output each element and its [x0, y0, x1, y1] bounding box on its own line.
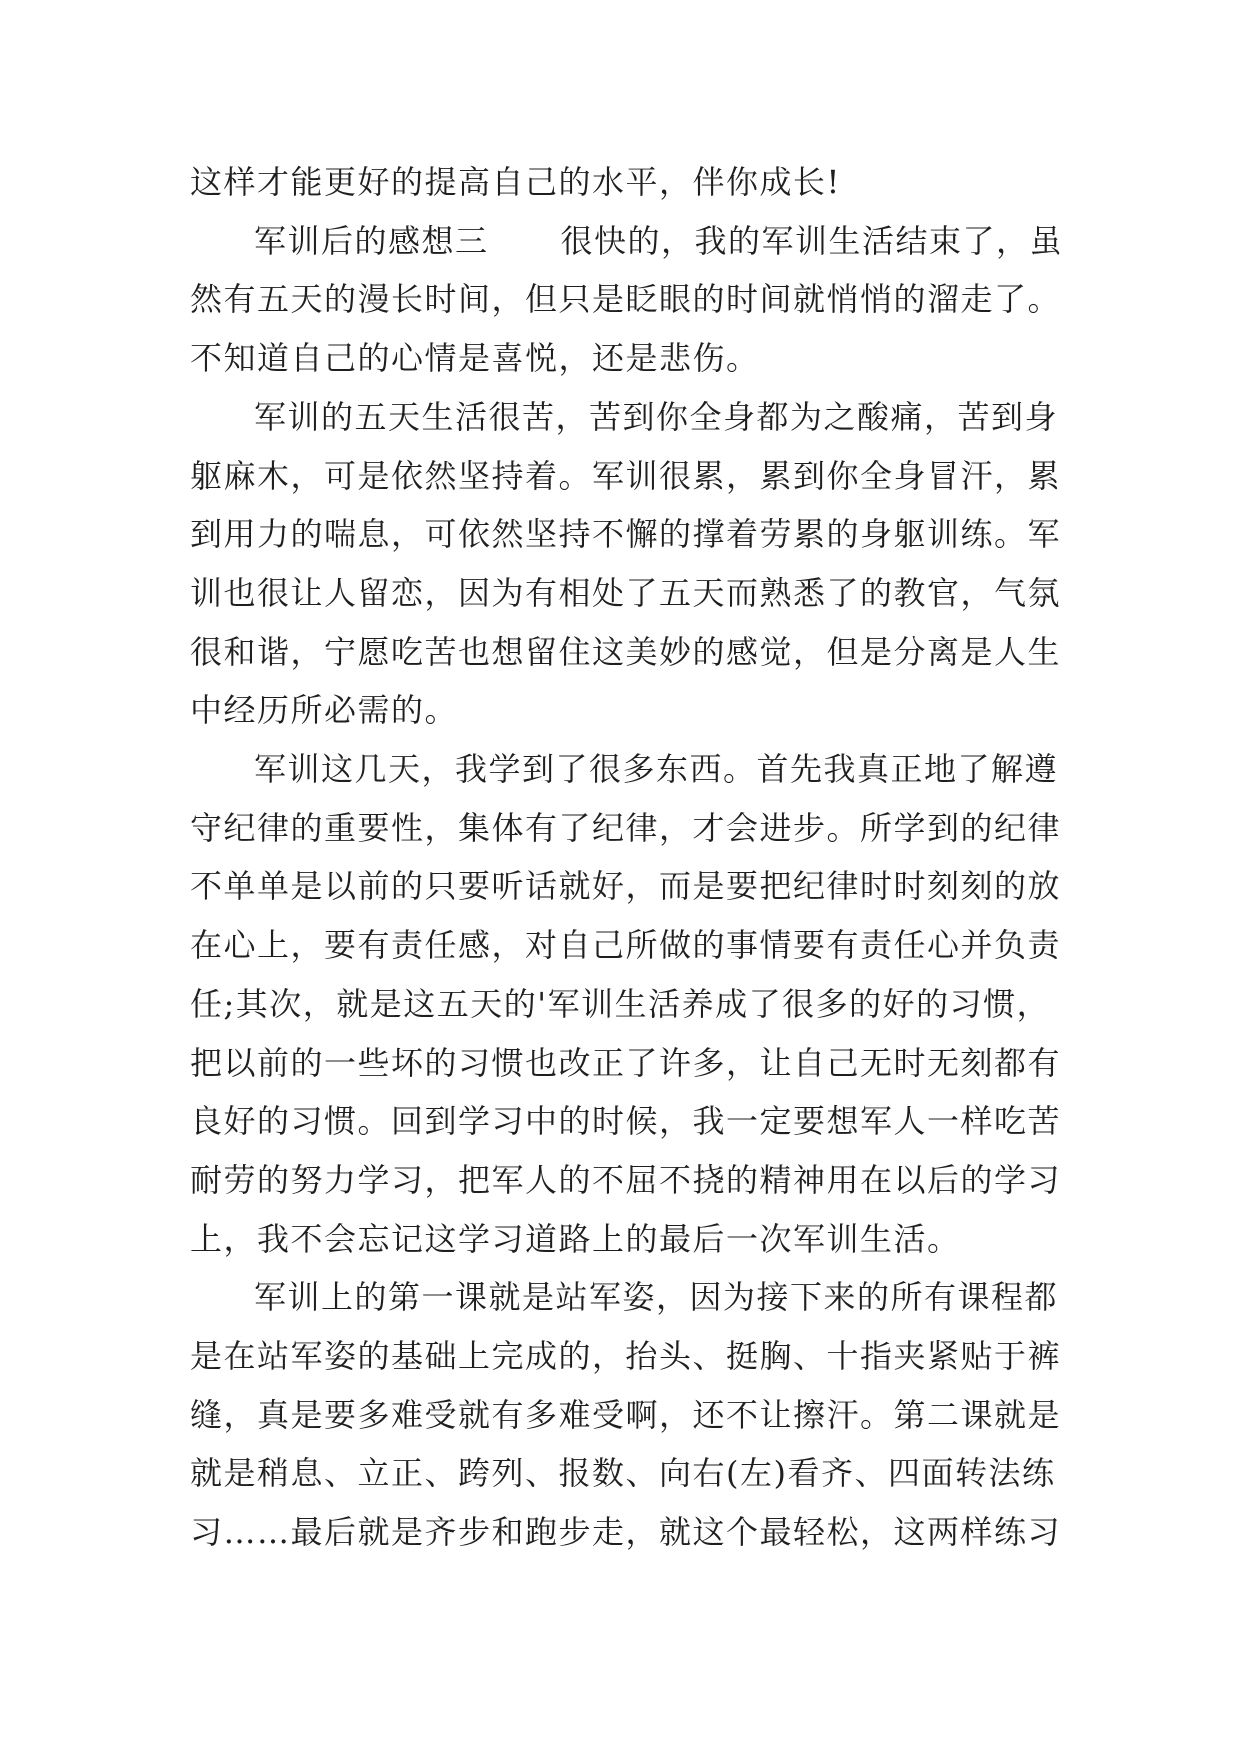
- text-line: 上，我不会忘记这学习道路上的最后一次军训生活。: [190, 1219, 961, 1258]
- text-line: 不知道自己的心情是喜悦，还是悲伤。: [190, 339, 760, 378]
- text-line: 良好的习惯。回到学习中的时候，我一定要想军人一样吃苦: [190, 1102, 1062, 1141]
- text-line: 耐劳的努力学习，把军人的不屈不挠的精神用在以后的学习: [190, 1160, 1062, 1199]
- text-line: 守纪律的重要性，集体有了纪律，才会进步。所学到的纪律: [190, 808, 1062, 847]
- text-line: 缝，真是要多难受就有多难受啊，还不让擦汗。第二课就是: [190, 1395, 1062, 1434]
- text-line: 然有五天的漫长时间，但只是眨眼的时间就悄悄的溜走了。: [190, 280, 1062, 319]
- text-line: 是在站军姿的基础上完成的，抬头、挺胸、十指夹紧贴于裤: [190, 1337, 1062, 1376]
- text-segment: 很快的，我的军训生活结束了，虽: [560, 221, 1064, 260]
- paragraph-start-line: 军训这几天，我学到了很多东西。首先我真正地了解遵: [254, 750, 1059, 789]
- paragraph-start-line: 军训的五天生活很苦，苦到你全身都为之酸痛，苦到身: [254, 397, 1059, 436]
- text-line: 到用力的喘息，可依然坚持不懈的撑着劳累的身躯训练。军: [190, 515, 1062, 554]
- text-line: 很和谐，宁愿吃苦也想留住这美妙的感觉，但是分离是人生: [190, 632, 1062, 671]
- text-line: 任;其次，就是这五天的'军训生活养成了很多的好的习惯，: [190, 984, 1051, 1023]
- text-line: 在心上，要有责任感，对自己所做的事情要有责任心并负责: [190, 926, 1062, 965]
- text-line: 中经历所必需的。: [190, 691, 459, 730]
- text-line: 躯麻木，可是依然坚持着。军训很累，累到你全身冒汗，累: [190, 456, 1062, 495]
- section-heading: 军训后的感想三: [254, 221, 489, 260]
- text-line: 这样才能更好的提高自己的水平，伴你成长!: [190, 163, 841, 201]
- text-line-with-heading: [190, 212, 1070, 271]
- text-line: 习……最后就是齐步和跑步走，就这个最轻松，这两样练习: [190, 1513, 1062, 1552]
- paragraph-start-line: 军训上的第一课就是站军姿，因为接下来的所有课程都: [254, 1278, 1059, 1317]
- text-line: 把以前的一些坏的习惯也改正了许多，让自己无时无刻都有: [190, 1043, 1062, 1082]
- text-line: 训也很让人留恋，因为有相处了五天而熟悉了的教官，气氛: [190, 573, 1062, 612]
- document-body: [190, 153, 1070, 1562]
- text-line: 就是稍息、立正、跨列、报数、向右(左)看齐、四面转法练: [190, 1454, 1056, 1493]
- text-line: 不单单是以前的只要听话就好，而是要把纪律时时刻刻的放: [190, 867, 1062, 906]
